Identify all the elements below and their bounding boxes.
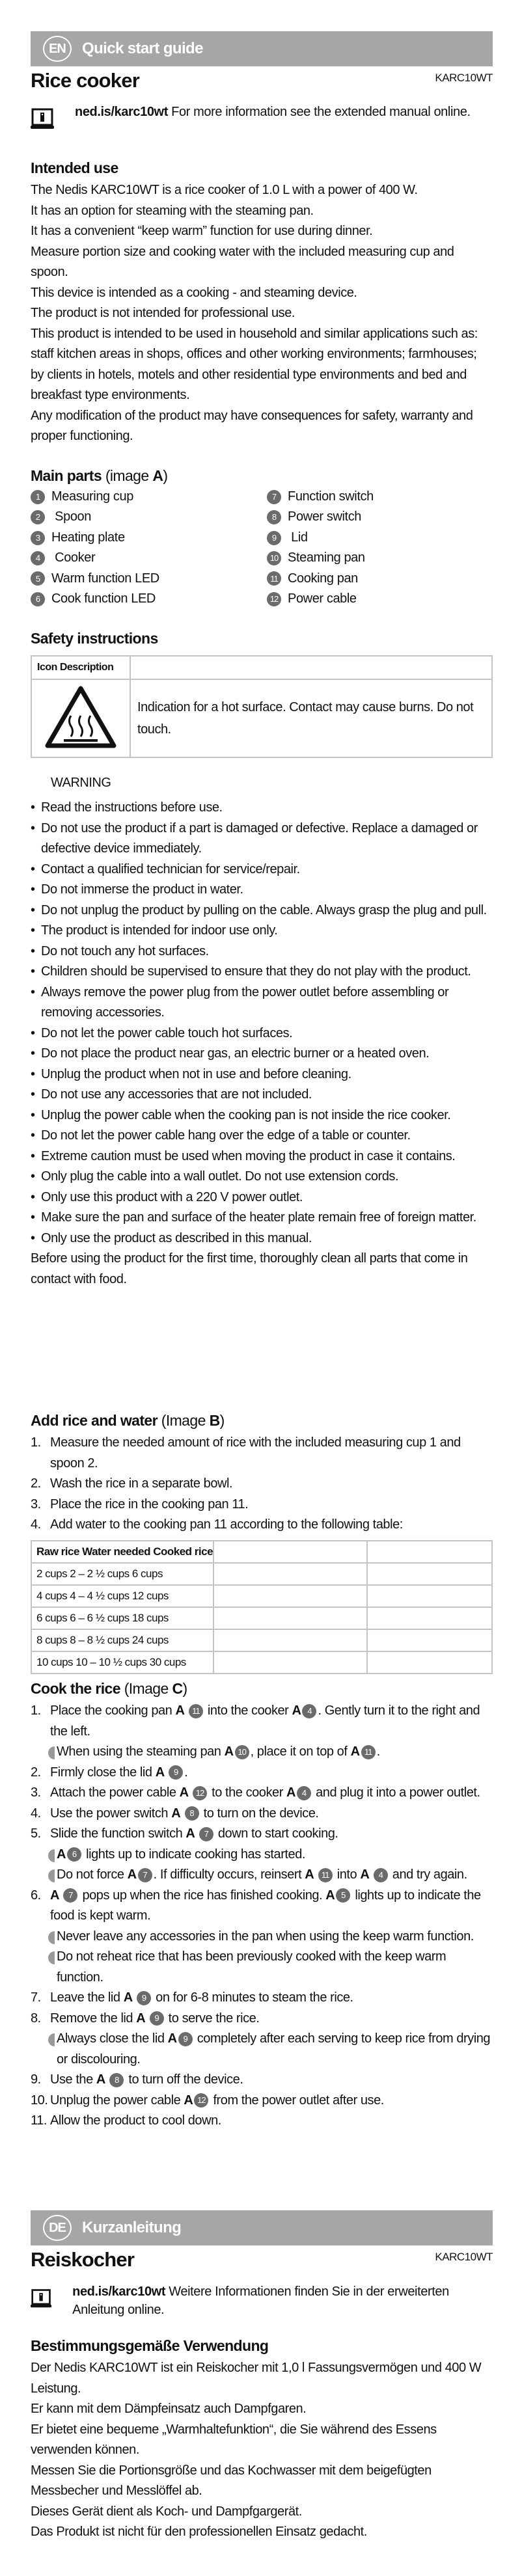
- paragraph: Messen Sie die Portionsgröße und das Kochwasser mit dem beigefügten Messbecher und Messlöffel ab.: [31, 2463, 432, 2498]
- step: [31, 1433, 493, 1474]
- table-header: Raw rice Water needed Cooked rice: [31, 1541, 213, 1563]
- step: [31, 1495, 493, 1515]
- safety-bullet: • Read the instructions before use.: [31, 798, 493, 819]
- step: [31, 1886, 493, 1927]
- table-cell: 6 cups 6 – 6 ½ cups 18 cups: [31, 1607, 213, 1629]
- image-ref: A: [171, 1806, 184, 1821]
- step-text: and plug it into a power outlet.: [312, 1785, 480, 1800]
- before-use-note: Before using the product for the first time, thoroughly clean all parts that come in contact with food.: [31, 1251, 468, 1286]
- guide-title: Quick start guide: [82, 40, 203, 57]
- safety-bullet: • Always remove the power plug from the power outlet before assembling or removing accessories.: [31, 983, 493, 1024]
- part-label: Spoon: [51, 509, 91, 524]
- table-row: [31, 1629, 492, 1651]
- add-rice-heading: Add rice and water (Image B): [31, 1412, 225, 1429]
- step: [31, 2070, 493, 2091]
- part-number-badge: 6: [31, 592, 45, 606]
- image-ref: A: [155, 1765, 168, 1780]
- section-header-en: [31, 31, 493, 66]
- step-text: . Gently turn it to the right and the left.: [50, 1703, 480, 1739]
- intended-use-heading: Bestimmungsgemäße Verwendung: [31, 2337, 269, 2354]
- safety-bullet: • Do not immerse the product in water.: [31, 880, 493, 901]
- part-ref-badge: 9: [178, 2032, 193, 2046]
- image-ref: A: [96, 2072, 109, 2087]
- cook-rice-heading: Cook the rice (Image C): [31, 1680, 187, 1697]
- warning-label: WARNING: [51, 776, 111, 790]
- part-label: Measuring cup: [51, 489, 133, 504]
- section-header-de: [31, 2210, 493, 2245]
- part-item: [267, 487, 493, 507]
- part-item: [31, 548, 267, 568]
- paragraph: The product is not intended for professional use.: [31, 306, 295, 320]
- part-item: [31, 569, 267, 589]
- paragraph: This device is intended as a cooking - and steaming device.: [31, 285, 357, 300]
- step: [31, 1763, 493, 1783]
- step-text: Use the: [50, 2072, 96, 2087]
- part-item: [31, 487, 267, 507]
- image-ref: A: [292, 1703, 301, 1718]
- language-badge: DE: [43, 2215, 72, 2241]
- step-number: 8.: [31, 2011, 41, 2026]
- safety-bullet: • Only use the product as described in this manual.: [31, 1228, 493, 1249]
- note-icon: [48, 1931, 55, 1944]
- safety-heading: Safety instructions: [31, 630, 158, 647]
- safety-bullet: • Contact a qualified technician for service/repair.: [31, 860, 493, 880]
- part-ref-badge: 9: [150, 2011, 164, 2026]
- step-text: completely after each serving to keep rice from drying or discolouring.: [57, 2031, 491, 2067]
- paragraph: Er kann mit dem Dämpfeinsatz auch Dampfgaren.: [31, 2402, 307, 2416]
- hot-surface-warning-icon: [42, 683, 119, 751]
- info-text: For more information see the extended manual online.: [167, 105, 471, 119]
- part-number-badge: 7: [267, 490, 281, 504]
- step-text: Measure the needed amount of rice with the included measuring cup 1 and spoon 2.: [50, 1435, 461, 1471]
- safety-bullet: • Do not place the product near gas, an electric burner or a heated oven.: [31, 1044, 493, 1064]
- image-ref: A: [179, 1785, 192, 1800]
- step-text: from the power outlet after use.: [210, 2093, 384, 2108]
- step: [31, 1783, 493, 1804]
- step-text: Never leave any accessories in the pan when using the keep warm function.: [57, 1929, 474, 1944]
- note-icon: [48, 2033, 55, 2046]
- part-item: [267, 528, 493, 548]
- step-text: Slide the function switch: [50, 1826, 186, 1841]
- icon-table: [31, 655, 493, 758]
- safety-bullet: • Do not let the power cable hang over the edge of a table or counter.: [31, 1126, 493, 1146]
- step-number: 3.: [31, 1497, 41, 1512]
- step-number: 2.: [31, 1476, 41, 1491]
- intended-use-text: [31, 2358, 493, 2543]
- part-label: Warm function LED: [51, 571, 159, 586]
- part-item: [267, 589, 493, 609]
- info-link[interactable]: ned.is/karc10wt: [75, 105, 168, 119]
- safety-bullet: • The product is intended for indoor use only.: [31, 921, 493, 942]
- intended-use-heading: Intended use: [31, 159, 118, 176]
- step: [31, 1701, 493, 1742]
- safety-bullet: • Children should be supervised to ensure that they do not play with the product.: [31, 962, 493, 983]
- table-row: [31, 1563, 492, 1585]
- step-text: to the cooker: [208, 1785, 287, 1800]
- paragraph: Measure portion size and cooking water with the included measuring cup and spoon.: [31, 244, 454, 279]
- step-text: and try again.: [389, 1867, 467, 1882]
- part-ref-badge: 11: [189, 1704, 203, 1718]
- image-ref: A: [167, 2031, 177, 2046]
- safety-bullet: • Only use this product with a 220 V power outlet.: [31, 1187, 493, 1208]
- safety-bullet: • Do not use the product if a part is damaged or defective. Replace a damaged or defective device immediately.: [31, 819, 493, 860]
- table-cell: 2 cups 2 – 2 ½ cups 6 cups: [31, 1563, 213, 1585]
- step: [31, 2009, 493, 2029]
- image-ref: A: [360, 1867, 372, 1882]
- image-ref: A: [57, 1847, 66, 1862]
- step-text: Use the power switch: [50, 1806, 172, 1821]
- step-text: .: [184, 1765, 188, 1780]
- image-ref: A: [305, 1867, 317, 1882]
- safety-bullet: • Do not let the power cable touch hot surfaces.: [31, 1024, 493, 1044]
- image-ref: A: [175, 1703, 187, 1718]
- part-item: [267, 548, 493, 568]
- part-item: [267, 507, 493, 527]
- paragraph: Dieses Gerät dient als Koch- und Dampfgargerät.: [31, 2504, 302, 2519]
- image-ref: A: [184, 2093, 193, 2108]
- step-number: 6.: [31, 1888, 41, 1903]
- step-note: [31, 1947, 493, 1988]
- step-text: When using the steaming pan: [57, 1744, 225, 1759]
- part-item: [31, 528, 267, 548]
- rice-water-table: [31, 1540, 493, 1674]
- step-text: Place the rice in the cooking pan 11.: [50, 1497, 249, 1512]
- safety-bullet: • Extreme caution must be used when moving the product in case it contains.: [31, 1146, 493, 1167]
- step-number: 4.: [31, 1806, 41, 1821]
- paragraph: Er bietet eine bequeme „Warmhaltefunktion“, die Sie während des Essens verwenden können.: [31, 2422, 437, 2457]
- safety-bullet: • Unplug the power cable when the cooking pan is not inside the rice cooker.: [31, 1105, 493, 1126]
- step-text: to turn off the device.: [125, 2072, 243, 2087]
- image-ref: A: [185, 1826, 198, 1841]
- step-note: [31, 1927, 493, 1947]
- step: [31, 1515, 493, 1536]
- step-text: . If difficulty occurs, reinsert: [153, 1867, 305, 1882]
- part-item: [31, 589, 267, 609]
- step-text: pops up when the rice has finished cooking.: [79, 1888, 326, 1903]
- part-ref-badge: 9: [137, 1991, 151, 2005]
- note-icon: [48, 1951, 55, 1964]
- safety-list: [31, 798, 493, 1290]
- safety-bullet: • Unplug the product when not in use and before cleaning.: [31, 1064, 493, 1085]
- part-label: Power switch: [288, 509, 362, 524]
- step-note: [31, 1742, 493, 1763]
- part-label: Cook function LED: [51, 591, 156, 606]
- note-icon: [48, 1869, 55, 1882]
- step-note: [31, 1865, 493, 1886]
- step-text: down to start cooking.: [214, 1826, 338, 1841]
- paragraph: It has an option for steaming with the steaming pan.: [31, 203, 314, 218]
- laptop-info-icon: [31, 2285, 51, 2311]
- part-item: [31, 507, 267, 527]
- step-text: Firmly close the lid: [50, 1765, 156, 1780]
- step-number: 10.: [31, 2093, 48, 2108]
- table-cell: 10 cups 10 – 10 ½ cups 30 cups: [31, 1651, 213, 1674]
- step-text: lights up to indicate the food is kept warm.: [50, 1888, 481, 1923]
- part-ref-badge: 8: [109, 2073, 124, 2087]
- part-label: Steaming pan: [288, 550, 365, 565]
- part-ref-badge: 9: [169, 1765, 183, 1780]
- part-number-badge: 9: [267, 531, 281, 545]
- laptop-info-icon: [31, 105, 54, 131]
- paragraph: The Nedis KARC10WT is a rice cooker of 1.0 L with a power of 400 W.: [31, 183, 418, 197]
- paragraph: Das Produkt ist nicht für den professionellen Einsatz gedacht.: [31, 2525, 367, 2539]
- step-text: Attach the power cable: [50, 1785, 180, 1800]
- step-text: into the cooker: [204, 1703, 292, 1718]
- step-text: Add water to the cooking pan 11 according to the following table:: [50, 1517, 403, 1532]
- step-text: Wash the rice in a separate bowl.: [50, 1476, 233, 1491]
- paragraph: Der Nedis KARC10WT ist ein Reiskocher mit 1,0 l Fassungsvermögen und 400 W Leistung.: [31, 2361, 482, 2396]
- table-cell: 4 cups 4 – 4 ½ cups 12 cups: [31, 1585, 213, 1607]
- icon-table-description: Indication for a hot surface. Contact may cause burns. Do not touch.: [130, 679, 492, 757]
- step-number: 9.: [31, 2072, 41, 2087]
- step-text: Do not force: [57, 1867, 128, 1882]
- part-ref-badge: 5: [336, 1888, 350, 1903]
- part-label: Power cable: [288, 591, 357, 606]
- part-number-badge: 2: [31, 510, 45, 524]
- part-ref-badge: 12: [193, 1786, 207, 1800]
- add-rice-steps: [31, 1433, 493, 1536]
- part-ref-badge: 12: [194, 2093, 208, 2108]
- part-number-badge: 10: [267, 551, 281, 565]
- part-label: Cooking pan: [288, 571, 358, 586]
- model-number: KARC10WT: [435, 2251, 493, 2263]
- note-icon: [48, 1746, 55, 1759]
- step-text: into: [333, 1867, 361, 1882]
- part-label: Heating plate: [51, 530, 125, 545]
- part-label: Lid: [288, 530, 308, 545]
- part-number-badge: 5: [31, 571, 45, 586]
- step-text: , place it on top of: [250, 1744, 351, 1759]
- step-text: to serve the rice.: [165, 2011, 260, 2026]
- safety-bullet: • Do not touch any hot surfaces.: [31, 942, 493, 962]
- part-ref-badge: 6: [67, 1847, 81, 1862]
- step-text: Remove the lid: [50, 2011, 137, 2026]
- step: [31, 2111, 493, 2132]
- part-item: [267, 569, 493, 589]
- part-ref-badge: 4: [297, 1786, 311, 1800]
- safety-bullet: • Only plug the cable into a wall outlet. Do not use extension cords.: [31, 1167, 493, 1187]
- product-title: Reiskocher: [31, 2248, 135, 2271]
- image-ref: A: [136, 2011, 148, 2026]
- image-ref: A: [50, 1888, 62, 1903]
- part-number-badge: 12: [267, 592, 281, 606]
- part-number-badge: 1: [31, 490, 45, 504]
- safety-bullet: • Make sure the pan and surface of the heater plate remain free of foreign matter.: [31, 1208, 493, 1228]
- step-text: Always close the lid: [57, 2031, 168, 2046]
- safety-bullet: • Do not use any accessories that are not included.: [31, 1085, 493, 1105]
- cook-rice-steps: [31, 1701, 493, 2132]
- paragraph: Any modification of the product may have consequences for safety, warranty and proper functioning.: [31, 408, 473, 443]
- step-text: Do not reheat rice that has been previously cooked with the keep warm function.: [57, 1949, 446, 1985]
- paragraph: It has a convenient “keep warm” function for use during dinner.: [31, 224, 373, 238]
- model-number: KARC10WT: [435, 72, 493, 84]
- language-badge: EN: [43, 36, 72, 62]
- safety-bullet: • Do not unplug the product by pulling on the cable. Always grasp the plug and pull.: [31, 901, 493, 921]
- part-ref-badge: 11: [361, 1745, 376, 1759]
- table-row: [31, 1607, 492, 1629]
- step-number: 1.: [31, 1703, 41, 1718]
- product-title-row: [31, 69, 493, 98]
- image-ref: A: [286, 1785, 296, 1800]
- step-number: 2.: [31, 1765, 41, 1780]
- step: [31, 1804, 493, 1824]
- step-number: 7.: [31, 1990, 41, 2005]
- part-label: Cooker: [51, 550, 96, 565]
- part-ref-badge: 4: [374, 1868, 388, 1882]
- part-ref-badge: 10: [235, 1745, 249, 1759]
- image-ref: A: [127, 1867, 137, 1882]
- step-number: 11.: [31, 2113, 47, 2128]
- table-row: [31, 1585, 492, 1607]
- part-ref-badge: 7: [138, 1868, 152, 1882]
- guide-title: Kurzanleitung: [82, 2219, 182, 2236]
- main-parts-heading: Main parts (image A): [31, 467, 168, 484]
- step-text: to turn on the device.: [200, 1806, 319, 1821]
- paragraph: This product is intended to be used in household and similar applications such as: staff kitchen areas in shops, offices and other working environments; farmhouses; by clients in hotels, motels and other residential type environments and bed and breakfast type environments.: [31, 326, 478, 402]
- part-ref-badge: 11: [318, 1868, 333, 1882]
- part-ref-badge: 7: [199, 1827, 213, 1841]
- part-ref-badge: 4: [302, 1704, 316, 1718]
- part-label: Function switch: [288, 489, 374, 504]
- step-number: 3.: [31, 1785, 41, 1800]
- part-ref-badge: 7: [63, 1888, 77, 1903]
- product-title: Rice cooker: [31, 69, 139, 92]
- image-ref: A: [350, 1744, 360, 1759]
- intended-use-text: [31, 180, 493, 447]
- part-ref-badge: 8: [185, 1806, 199, 1821]
- step: [31, 1474, 493, 1495]
- part-number-badge: 8: [267, 510, 281, 524]
- part-number-badge: 3: [31, 531, 45, 545]
- step: [31, 1824, 493, 1845]
- table-row: [31, 1651, 492, 1674]
- step-text: Allow the product to cool down.: [50, 2113, 221, 2128]
- online-info: [31, 103, 493, 131]
- note-icon: [48, 1849, 55, 1862]
- online-info: [31, 2283, 493, 2319]
- image-ref: A: [224, 1744, 234, 1759]
- step-text: on for 6-8 minutes to steam the rice.: [152, 1990, 353, 2005]
- main-parts-list: [31, 487, 493, 609]
- step-note: [31, 1845, 493, 1865]
- part-number-badge: 4: [31, 551, 45, 565]
- step: [31, 2091, 493, 2111]
- info-text: Weitere Informationen finden Sie in der erweiterten Anleitung online.: [72, 2285, 449, 2317]
- step-number: 1.: [31, 1435, 41, 1450]
- step: [31, 1988, 493, 2009]
- product-title-row: [31, 2248, 493, 2277]
- step-text: .: [376, 1744, 380, 1759]
- step-note: [31, 2029, 493, 2070]
- step-text: Place the cooking pan: [50, 1703, 176, 1718]
- part-number-badge: 11: [267, 571, 281, 586]
- icon-table-header: Icon Description: [31, 656, 130, 679]
- step-number: 5.: [31, 1826, 41, 1841]
- step-text: Leave the lid: [50, 1990, 124, 2005]
- image-ref: A: [123, 1990, 136, 2005]
- info-link[interactable]: ned.is/karc10wt: [72, 2285, 166, 2299]
- table-cell: 8 cups 8 – 8 ½ cups 24 cups: [31, 1629, 213, 1651]
- step-number: 4.: [31, 1517, 41, 1532]
- image-ref: A: [325, 1888, 335, 1903]
- step-text: lights up to indicate cooking has started.: [83, 1847, 305, 1862]
- step-text: Unplug the power cable: [50, 2093, 184, 2108]
